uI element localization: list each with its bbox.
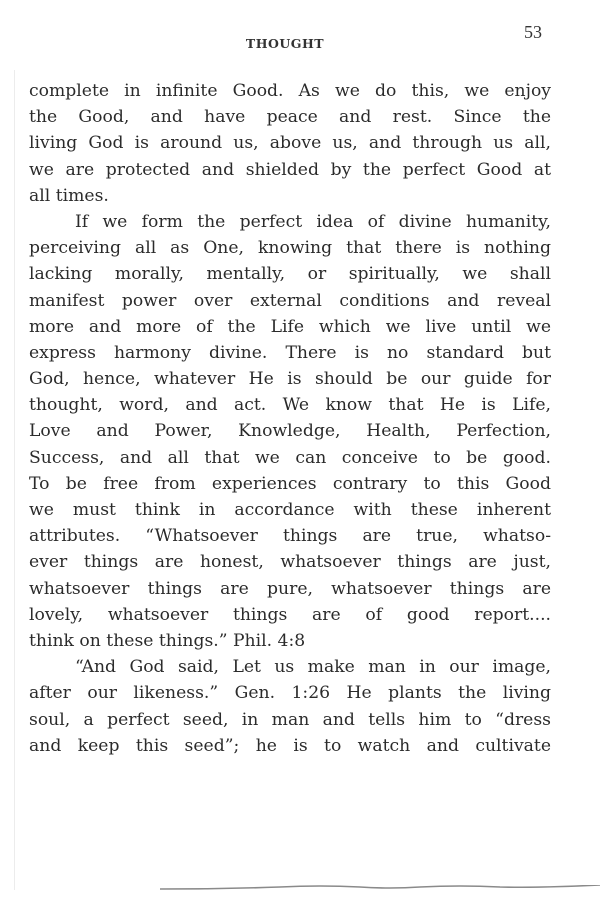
text-line: express harmony divine. There is no standard but — [29, 342, 551, 363]
page-left-edge — [14, 70, 15, 890]
text-line: thought, word, and act. We know that He is Life, — [29, 395, 551, 416]
page-bottom-edge — [160, 885, 600, 889]
text-line: manifest power over external conditions and reveal — [29, 290, 551, 311]
text-line: lacking morally, mentally, or spiritually, we shall — [29, 264, 551, 285]
text-line: complete in infinite Good. As we do this, we enjoy — [29, 81, 551, 101]
text-line: we must think in accordance with these inherent — [29, 500, 551, 520]
text-line: all times. — [29, 185, 109, 206]
text-line: ever things are honest, whatsoever things are just, — [29, 552, 551, 573]
text-line: we are protected and shielded by the perfect Good at — [29, 159, 551, 180]
body-text — [29, 78, 551, 759]
text-line: living God is around us, above us, and through us all, — [29, 133, 551, 154]
text-line: more and more of the Life which we live until we — [29, 316, 551, 337]
running-head — [0, 22, 570, 52]
text-line: the Good, and have peace and rest. Since the — [29, 107, 551, 128]
text-line: attributes. “Whatsoever things are true, whatso- — [29, 526, 551, 547]
text-line: God, hence, whatever He is should be our guide for — [29, 369, 551, 390]
text-line: perceiving all as One, knowing that there is nothing — [29, 238, 551, 259]
text-line: “And God said, Let us make man in our image, — [75, 657, 551, 678]
page-curl-shadow — [160, 885, 600, 891]
text-line: Success, and all that we can conceive to be good. — [29, 447, 551, 468]
paragraph — [29, 78, 551, 209]
text-line: think on these things.” Phil. 4:8 — [29, 630, 306, 651]
text-line: To be free from experiences contrary to this Good — [29, 473, 551, 494]
text-line: whatsoever things are pure, whatsoever things are — [29, 578, 551, 599]
page-number: 53 — [524, 22, 542, 42]
text-line: lovely, whatsoever things are of good report.... — [29, 604, 551, 625]
text-line: Love and Power, Knowledge, Health, Perfection, — [29, 421, 551, 442]
chapter-title: THOUGHT — [245, 36, 325, 51]
text-line: after our likeness.” Gen. 1:26 He plants the living — [29, 683, 551, 704]
text-line: If we form the perfect idea of divine humanity, — [75, 211, 551, 232]
paragraph — [29, 209, 551, 654]
text-line: soul, a perfect seed, in man and tells him to “dress — [29, 709, 551, 730]
text-line: and keep this seed”; he is to watch and cultivate — [29, 735, 551, 756]
paragraph — [29, 654, 551, 759]
